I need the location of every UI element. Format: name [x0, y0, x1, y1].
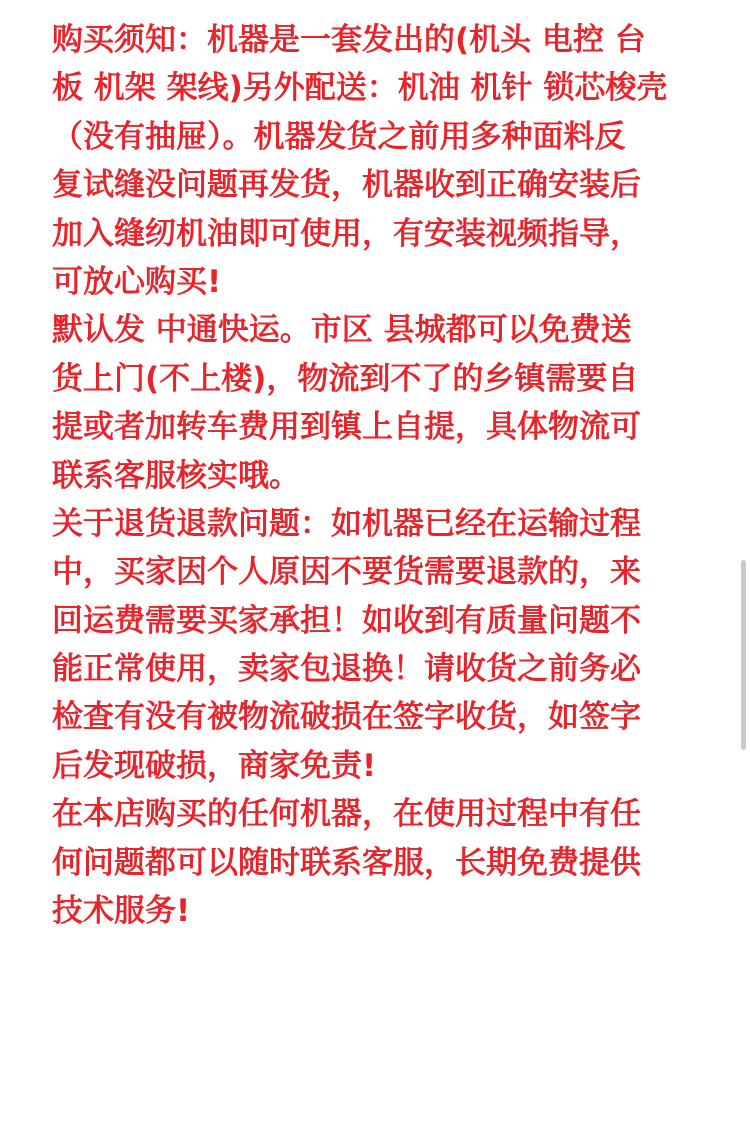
notice-line: 关于退货退款问题：如机器已经在运输过程: [52, 505, 641, 542]
notice-line: 能正常使用，卖家包退换！请收货之前务必: [52, 651, 641, 688]
notice-line: 技术服务!: [52, 893, 191, 930]
notice-line: 可放心购买!: [52, 263, 222, 300]
notice-line: 联系客服核实哦。: [52, 457, 300, 494]
notice-line: 回运费需要买家承担！如收到有质量问题不: [52, 602, 641, 639]
notice-line: 默认发 中通快运。市区 县城都可以免费送: [52, 312, 632, 349]
notice-line: （没有抽屉）。机器发货之前用多种面料反: [52, 118, 626, 155]
purchase-notice-text: [52, 16, 720, 935]
notice-line: 加入缝纫机油即可使用，有安装视频指导，: [52, 215, 641, 252]
notice-line: 复试缝没问题再发货，机器收到正确安装后: [52, 167, 641, 204]
notice-line: 购买须知：机器是一套发出的(机头 电控 台: [52, 22, 646, 58]
notice-line: 检查有没有被物流破损在签字收货，如签字: [52, 699, 641, 736]
notice-line: 货上门(不上楼)，物流到不了的乡镇需要自: [52, 360, 639, 397]
notice-line: 板 机架 架线)另外配送：机油 机针 锁芯梭壳: [52, 70, 668, 107]
notice-line: 在本店购买的任何机器，在使用过程中有任: [52, 796, 641, 833]
vertical-scrollbar[interactable]: [741, 560, 746, 750]
notice-line: 提或者加转车费用到镇上自提，具体物流可: [52, 409, 641, 446]
notice-line: 后发现破损，商家免责!: [52, 747, 377, 784]
notice-line: 中，买家因个人原因不要货需要退款的，来: [52, 554, 641, 591]
notice-line: 何问题都可以随时联系客服，长期免费提供: [52, 844, 641, 881]
